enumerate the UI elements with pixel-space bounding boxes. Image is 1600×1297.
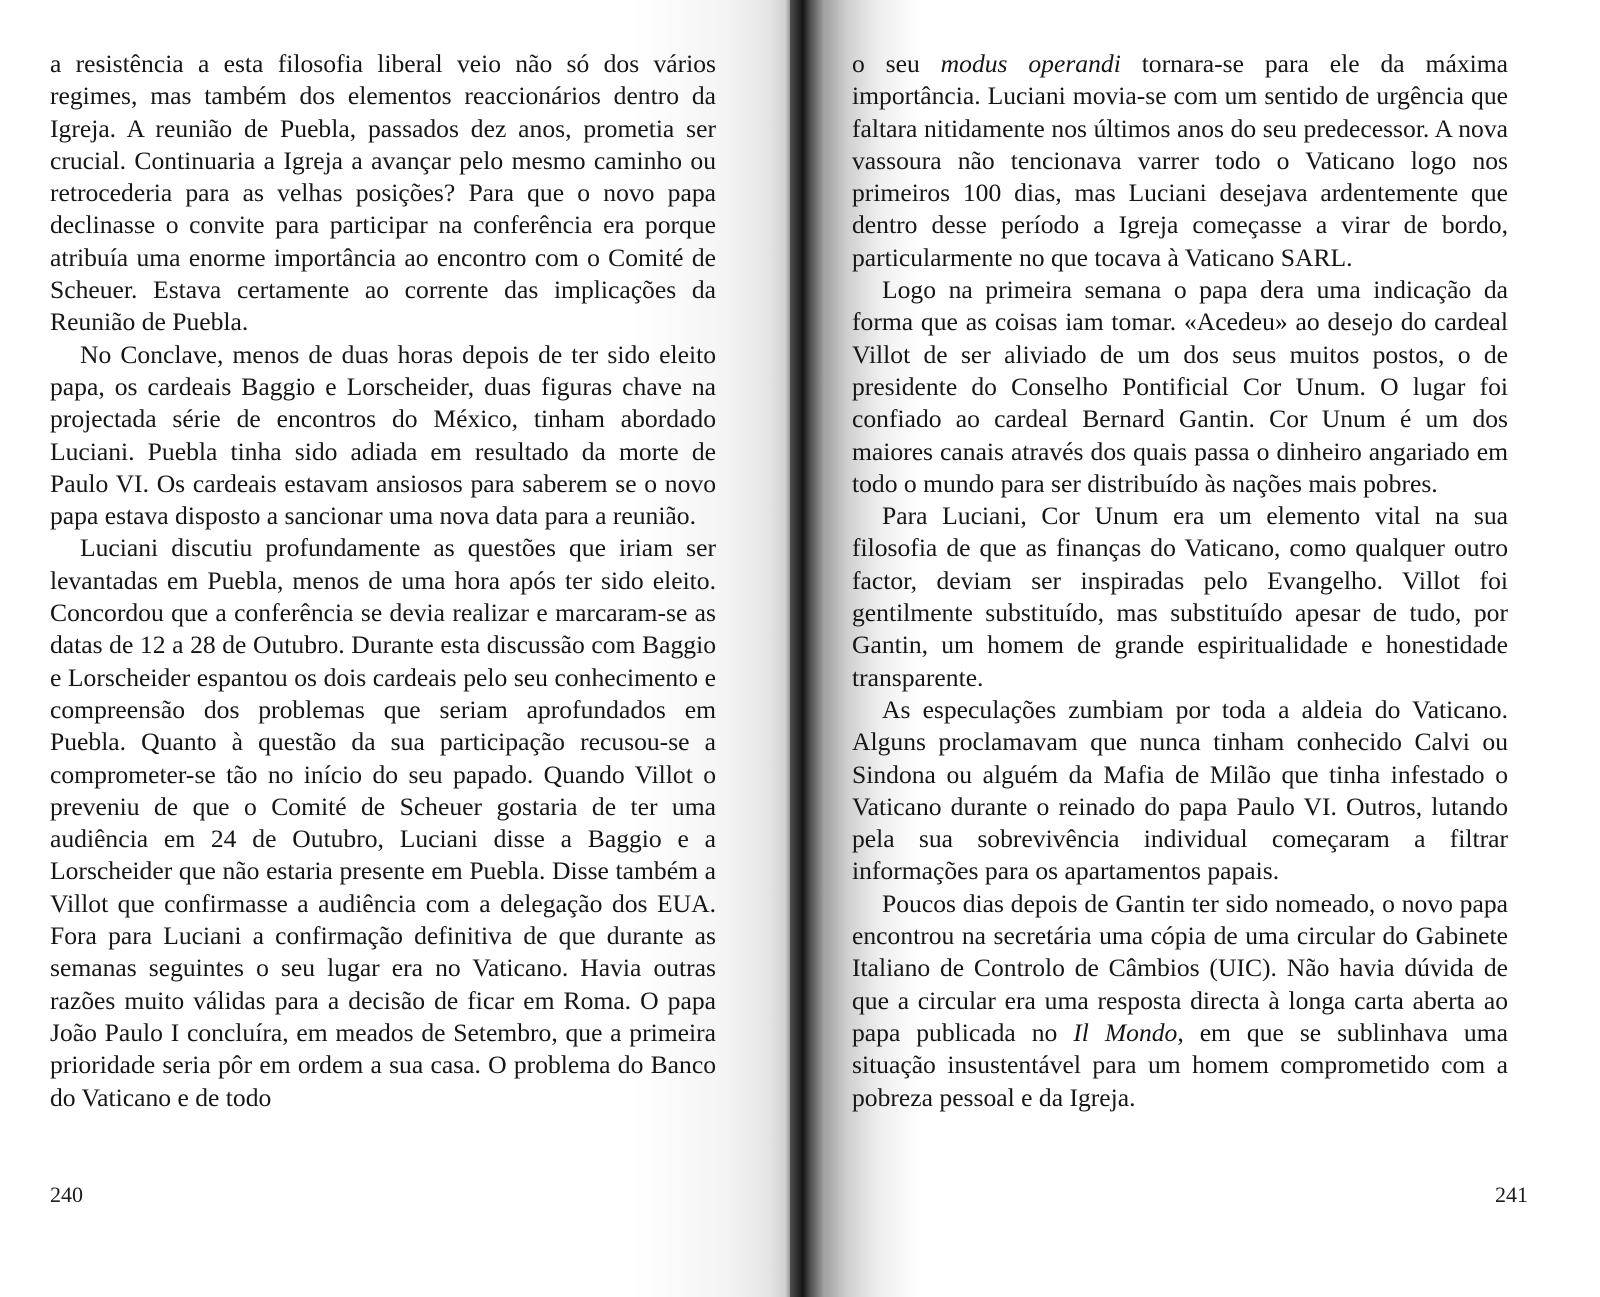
paragraph: Luciani discutiu profundamente as questões que iriam ser levantadas em Puebla, menos de uma hora após ter sido eleito. Concordou que a conferência se devia realizar e marcaram-se as datas de 12 a 28 de Outubro. Durante esta discussão com Baggio e Lorscheider espantou os dois cardeais pelo seu conhecimento e compreensão dos problemas que seriam aprofundados em Puebla. Quanto à questão da sua participação recusou-se a comprometer-se tão no início do seu papado. Quando Villot o preveniu de que o Comité de Scheuer gostaria de ter uma audiência em 24 de Outubro, Luciani disse a Baggio e a Lorscheider que não estaria presente em Puebla. Disse também a Villot que confirmasse a audiência com a delegação dos EUA. Fora para Luciani a confirmação definitiva de que durante as semanas seguintes o seu lugar era no Vaticano. Havia outras razões muito válidas para a decisão de ficar em Roma. O papa João Paulo I concluíra, em meados de Setembro, que a primeira prioridade seria pôr em ordem a sua casa. O problema do Banco do Vaticano e de todo — [50, 533, 716, 1112]
paragraph-text: o seu — [852, 49, 941, 78]
right-page — [790, 0, 1600, 1297]
book-gutter-shadow — [768, 0, 838, 1297]
paragraph-text: tornara-se para ele da máxima importância. Luciani movia-se com um sentido de urgência que faltara nitidamente nos últimos anos do seu predecessor. A nova vassoura não tencionava varrer todo o Vaticano logo nos primeiros 100 dias, mas Luciani desejava ardentemente que dentro desse período a Igreja começasse a virar de bordo, particularmente no que tocava à Vaticano SARL. — [852, 49, 1508, 272]
paragraph — [852, 888, 1508, 1114]
paragraph-text: , em que se sublinhava uma situação insustentável para um homem comprometido com a pobreza pessoal e da Igreja. — [852, 1017, 1508, 1112]
paragraph: As especulações zumbiam por toda a aldeia do Vaticano. Alguns proclamavam que nunca tinham conhecido Calvi ou Sindona ou alguém da Mafia de Milão que tinha infestado o Vaticano durante o reinado do papa Paulo VI. Outros, lutando pela sua sobrevivência individual começaram a filtrar informações para os apartamentos papais. — [852, 694, 1508, 886]
italic-title: Il Mondo — [1073, 1017, 1178, 1047]
right-page-body — [852, 48, 1508, 1114]
paragraph: a resistência a esta filosofia liberal veio não só dos vários regimes, mas também dos elementos reaccionários dentro da Igreja. A reunião de Puebla, passados dez anos, prometia ser crucial. Continuaria a Igreja a avançar pelo mesmo caminho ou retrocederia para as velhas posições? Para que o novo papa declinasse o convite para participar na conferência era porque atribuía uma enorme importância ao encontro com o Comité de Scheuer. Estava certamente ao corrente das implicações da Reunião de Puebla. — [50, 49, 716, 337]
paragraph: Para Luciani, Cor Unum era um elemento vital na sua filosofia de que as finanças do Vaticano, como qualquer outro factor, deviam ser inspiradas pelo Evangelho. Villot foi gentilmente substituído, mas substituído apesar de tudo, por Gantin, um homem de grande espiritualidade e honestidade transparente. — [852, 501, 1508, 692]
paragraph — [852, 48, 1508, 274]
page-number: 241 — [1495, 1182, 1528, 1207]
left-page-body — [50, 48, 716, 1114]
paragraph-text: Poucos dias depois de Gantin ter sido nomeado, o novo papa encontrou na secretária uma cópia de uma circular do Gabinete Italiano de Controlo de Câmbios (UIC). Não havia dúvida de que a circular era uma resposta directa à longa carta aberta ao papa publicada no — [852, 888, 1508, 1047]
paragraph: Logo na primeira semana o papa dera uma indicação da forma que as coisas iam tomar. «Acedeu» ao desejo do cardeal Villot de ser aliviado de um dos seus muitos postos, o de presidente do Conselho Pontificial Cor Unum. O lugar foi confiado ao cardeal Bernard Gantin. Cor Unum é um dos maiores canais através dos quais passa o dinheiro angariado em todo o mundo para ser distribuído às nações mais pobres. — [852, 275, 1508, 498]
italic-phrase: modus operandi — [940, 49, 1121, 78]
left-page — [0, 0, 790, 1297]
page-number: 240 — [50, 1182, 83, 1207]
paragraph: No Conclave, menos de duas horas depois de ter sido eleito papa, os cardeais Baggio e Lorscheider, duas figuras chave na projectada série de encontros do México, tinham abordado Luciani. Puebla tinha sido adiada em resultado da morte de Paulo VI. Os cardeais estavam ansiosos para saberem se o novo papa estava disposto a sancionar uma nova data para a reunião. — [50, 339, 716, 531]
